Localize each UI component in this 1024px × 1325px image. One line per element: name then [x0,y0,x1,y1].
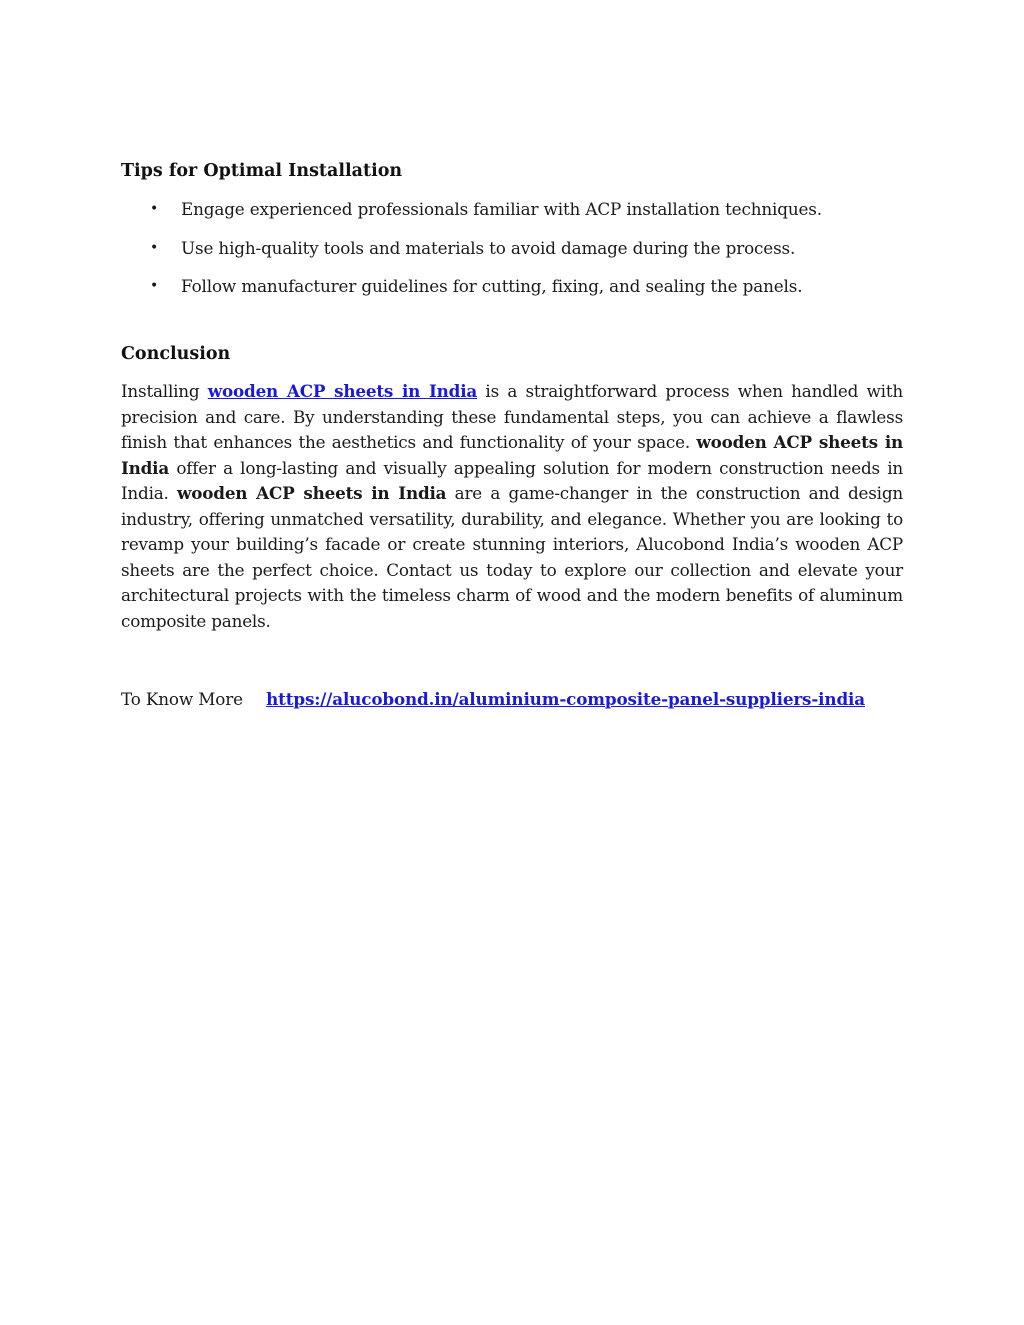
bullet-icon: • [150,239,159,256]
conclusion-text: offer a long-lasting and visually appealing solution for modern construction needs in India. [121,457,903,503]
keyword-bold: wooden ACP sheets in India [177,483,447,503]
tips-list [121,196,903,299]
know-more-label: To Know More [121,689,243,709]
conclusion-text: Installing [121,381,208,401]
tip-text: Use high-quality tools and materials to avoid damage during the process. [181,237,796,258]
tip-item [121,273,903,299]
tip-item [121,235,903,261]
tip-text: Follow manufacturer guidelines for cutting, fixing, and sealing the panels. [181,276,803,296]
bullet-icon: • [150,278,159,294]
conclusion-text: is a straightforward process when handled with precision and care. By understanding these fundamental steps, you can achieve a flawless finish that enhances the aesthetics and functionality of your space. [121,381,903,452]
conclusion-paragraph [121,379,903,634]
know-more-link[interactable]: https://alucobond.in/aluminium-composite-panel-suppliers-india [266,689,865,709]
bullet-icon: • [150,201,159,217]
conclusion-text: are a game-changer in the construction and design industry, offering unmatched versatility, durability, and elegance. Whether you are looking to revamp your building’s facade or create stunning interiors, Alucobond India’s wooden ACP sheets are the perfect choice. Contact us today to explore our collection and elevate your architectural projects with the timeless charm of wood and the modern benefits of aluminum composite panels. [121,483,903,631]
tips-heading: Tips for Optimal Installation [121,161,403,181]
tip-item [121,196,903,222]
tip-text: Engage experienced professionals familiar with ACP installation techniques. [181,199,822,219]
know-more-line [121,686,903,712]
document-page [121,158,903,712]
wooden-acp-link[interactable]: wooden ACP sheets in India [207,381,478,401]
keyword-bold: wooden ACP sheets in India [121,432,903,478]
conclusion-heading: Conclusion [121,344,231,364]
